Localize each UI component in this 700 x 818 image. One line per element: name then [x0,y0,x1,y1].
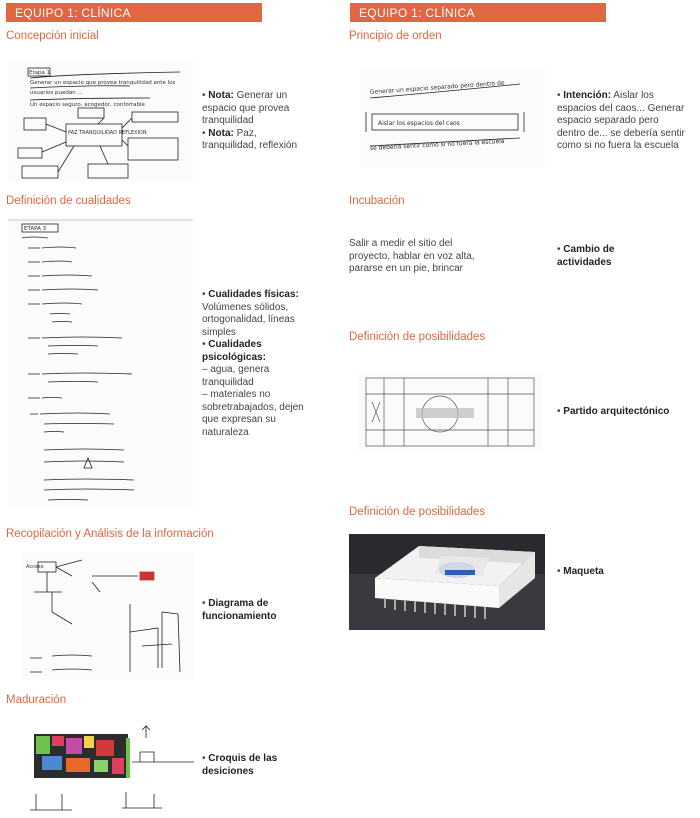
note2-label: Nota: [208,127,234,139]
incubacion-body: Salir a medir el sitio del proyecto, hablar en voz alta, pararse en un pie, brincar [349,238,475,274]
banner-right [350,3,606,22]
note2-text: Paz, tranquilidad, reflexión [202,127,298,151]
section-title-posibilidades-2: Definición de posibilidades [349,506,486,518]
banner-left [6,3,262,22]
notes-incubacion: • Cambio de actividades [557,244,615,268]
sketch-principio-line3: se debería sentir como si no fuera la escuela [369,137,505,152]
sketch-recopilacion [22,552,194,680]
notes-partido: • Partido arquitectónico [557,406,670,417]
section-title-cualidades: Definición de cualidades [6,195,131,207]
maqueta-label: Maqueta [563,566,604,577]
sketch-recopilacion-label: Acceso [26,564,44,570]
note1-text: Generar un espacio que provea tranquilidad [202,90,290,126]
notes-maqueta: • Maqueta [557,566,604,577]
notes-recopilacion: • Diagrama de funcionamiento [202,598,277,622]
note1-label: Nota: [208,90,234,101]
sketch-concepcion-line1: Generar un espacio que provea tranquilidad ante los [30,80,176,86]
diagrama-label: Diagrama de funcionamiento [202,598,277,622]
sketch-principio [360,68,545,168]
sketch-cualidades-tag: ETAPA 3 [24,226,47,232]
section-title-incubacion: Incubación [349,195,405,207]
croquis-label: Croquis de las desiciones [202,753,278,777]
sketch-partido [358,372,542,452]
sketch-concepcion-line3: Un espacio seguro, acogedor, confortable [30,102,145,108]
section-title-recopilacion: Recopilación y Análisis de la información [6,528,214,540]
sketch-maduracion [22,722,194,816]
notes-maduracion: • Croquis de las desiciones [202,753,278,777]
fisicas-label: Cualidades físicas: [208,289,299,300]
photo-maqueta [349,534,545,630]
intencion-text: Aislar los espacios del caos... Generar espacio separado pero dentro de... se debería sentir como si no fuera la escuela [557,90,685,151]
section-title-maduracion: Maduración [6,694,67,706]
section-title-principio: Principio de orden [349,30,442,42]
psico-label: Cualidades psicológicas: [202,339,266,363]
section-title-concepcion: Concepción inicial [6,30,99,42]
psico-line2: – materiales no sobretrabajados, dejen que expresan su naturaleza [202,389,304,438]
notes-cualidades: • Cualidades físicas: Volúmenes sólidos, ortogonalidad, líneas simples • Cualidades psicológicas: – agua, genera tranquilidad – materiales no sobretrabajados, dejen que expresan su naturaleza [202,289,307,439]
notes-concepcion: • Nota: Generar un espacio que provea tranquilidad • Nota: Paz, tranquilidad, reflexión [202,90,298,151]
fisicas-text: Volúmenes sólidos, ortogonalidad, líneas simples [202,301,295,338]
sketch-principio-line1: Generar un espacio separado pero dentro de [369,79,505,96]
notes-principio: • Intención: Aislar los espacios del caos... Generar espacio separado pero dentro de... se debería sentir como si no fuera la escuela [557,90,685,151]
sketch-concepcion-box: PAZ TRANQUILIDAD REFLEXION [68,130,147,136]
sketch-concepcion [8,60,193,182]
sketch-principio-line2: Aislar los espacios del caos [378,120,460,127]
banner-left-label: EQUIPO 1: CLÍNICA [15,6,131,20]
sketch-concepcion-line2: usuarios puedan ... [30,90,83,96]
sketch-cualidades [8,218,193,508]
sketch-concepcion-tag: Etapa 1 [29,70,51,76]
psico-line1: – agua, genera tranquilidad [202,364,270,388]
intencion-label: Intención: [563,90,612,101]
banner-right-label: EQUIPO 1: CLÍNICA [359,6,475,20]
partido-label: Partido arquitectónico [563,406,670,417]
cambio-label: Cambio de actividades [557,244,615,268]
section-title-posibilidades-1: Definición de posibilidades [349,331,486,343]
